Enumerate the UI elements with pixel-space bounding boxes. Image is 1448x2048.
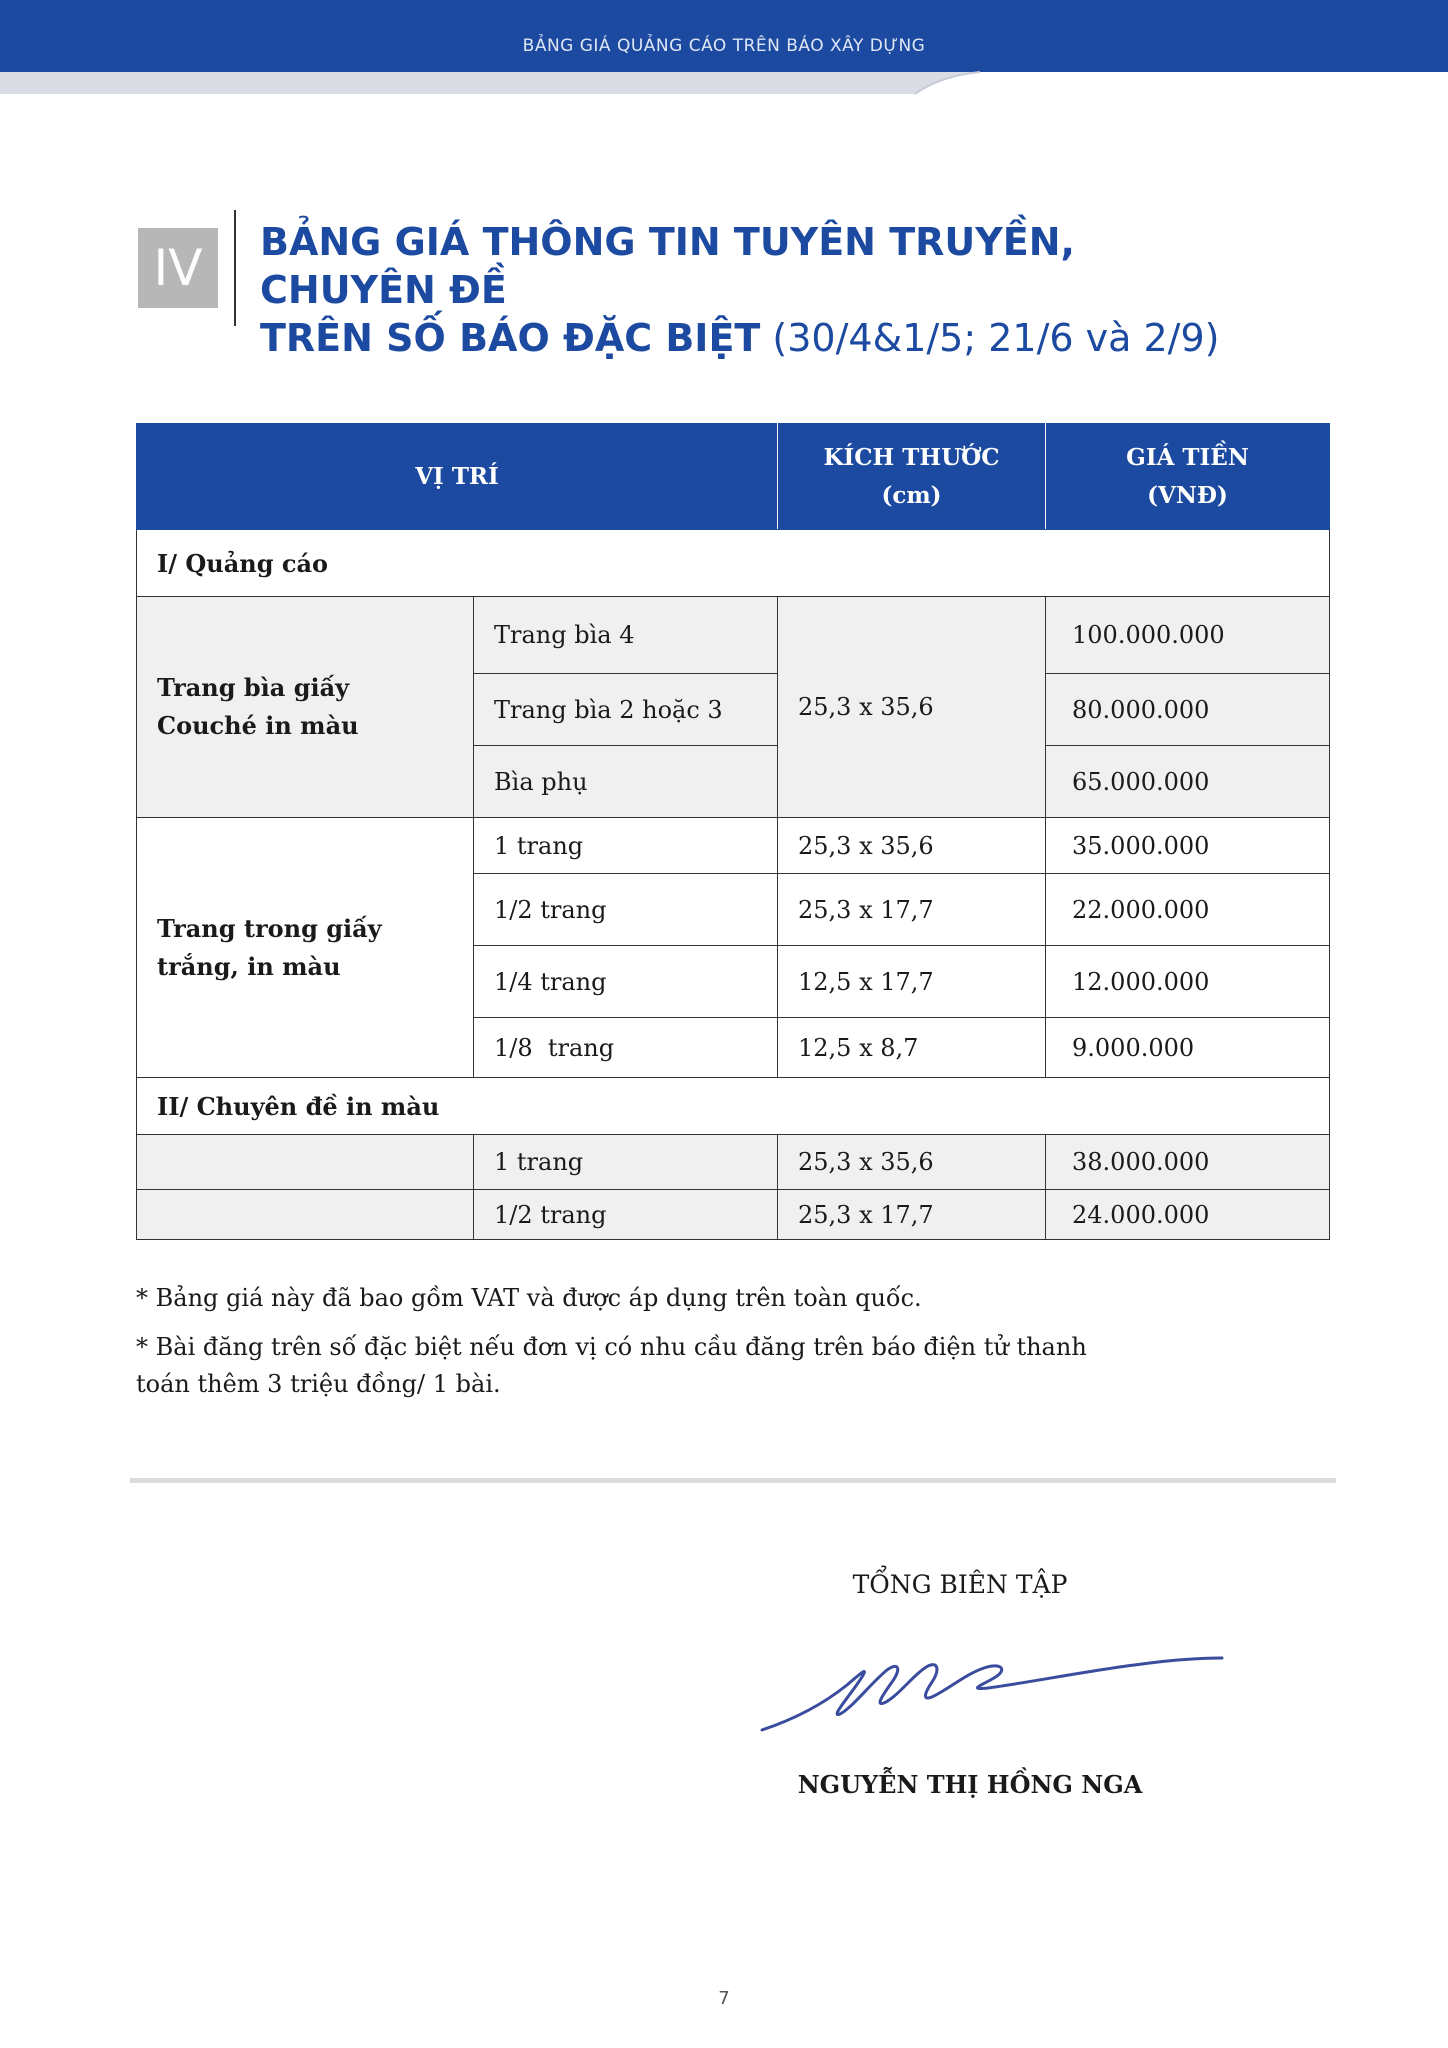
- table-cell-price: 24.000.000: [1046, 1190, 1330, 1240]
- price-table: [136, 423, 1330, 1240]
- table-cell-name: Trang bìa 4: [474, 597, 778, 674]
- handwritten-signature: [752, 1630, 1232, 1750]
- section-title: [260, 218, 1260, 362]
- header-size-text: KÍCH THƯỚC (cm): [823, 443, 1000, 509]
- signature-name: NGUYỄN THỊ HỒNG NGA: [797, 1770, 1143, 1799]
- header-price: [1046, 424, 1330, 530]
- header-price-text: GIÁ TIỀN (VNĐ): [1126, 443, 1249, 509]
- table-cell-price: 12.000.000: [1046, 946, 1330, 1018]
- page-number: 7: [718, 1988, 730, 2009]
- table-cell-size: 25,3 x 35,6: [778, 597, 1046, 818]
- table-cell-price: 9.000.000: [1046, 1018, 1330, 1078]
- table-cell-price: 22.000.000: [1046, 874, 1330, 946]
- row-label-cover: Trang bìa giấy Couché in màu: [137, 597, 474, 818]
- table-cell-name: Bìa phụ: [474, 746, 778, 818]
- section-title-line2-dates: (30/4&1/5; 21/6 và 2/9): [760, 316, 1220, 360]
- section-divider-line: [234, 210, 236, 326]
- table-cell-price: 35.000.000: [1046, 818, 1330, 874]
- table-cell-name: 1/2 trang: [474, 874, 778, 946]
- footer-divider: [130, 1478, 1336, 1483]
- header-swoosh: [0, 60, 1448, 110]
- table-cell-size: 25,3 x 35,6: [778, 818, 1046, 874]
- note-vat: * Bảng giá này đã bao gồm VAT và được áp dụng trên toàn quốc.: [136, 1284, 922, 1312]
- table-cell-name: 1/2 trang: [474, 1190, 778, 1240]
- table-cell-size: 12,5 x 17,7: [778, 946, 1046, 1018]
- table-cell-name: 1/4 trang: [474, 946, 778, 1018]
- group-label-feature: II/ Chuyên đề in màu: [137, 1078, 1330, 1135]
- table-cell-name: 1 trang: [474, 818, 778, 874]
- header-position: VỊ TRÍ: [137, 424, 778, 530]
- notes: [136, 1280, 1236, 1415]
- table-cell-empty: [137, 1135, 474, 1190]
- table-cell-size: 25,3 x 17,7: [778, 1190, 1046, 1240]
- signature-title: TỔNG BIÊN TẬP: [852, 1570, 1068, 1599]
- header-size: [778, 424, 1046, 530]
- header-title: BẢNG GIÁ QUẢNG CÁO TRÊN BÁO XÂY DỰNG: [522, 36, 926, 56]
- table-cell-name: 1/8 trang: [474, 1018, 778, 1078]
- section-number-badge: IV: [138, 228, 218, 308]
- note-online: * Bài đăng trên số đặc biệt nếu đơn vị có nhu cầu đăng trên báo điện tử thanh toán thêm 3 triệu đồng/ 1 bài.: [136, 1333, 1087, 1398]
- table-cell-price: 38.000.000: [1046, 1135, 1330, 1190]
- group-label-advertising: I/ Quảng cáo: [137, 530, 1330, 597]
- row-label-inner: Trang trong giấy trắng, in màu: [137, 818, 474, 1078]
- table-cell-price: 80.000.000: [1046, 674, 1330, 746]
- table-cell-size: 25,3 x 35,6: [778, 1135, 1046, 1190]
- table-cell-size: 12,5 x 8,7: [778, 1018, 1046, 1078]
- table-cell-size: 25,3 x 17,7: [778, 874, 1046, 946]
- table-cell-name: 1 trang: [474, 1135, 778, 1190]
- section-title-line2-bold: TRÊN SỐ BÁO ĐẶC BIỆT: [260, 316, 761, 360]
- table-cell-name: Trang bìa 2 hoặc 3: [474, 674, 778, 746]
- section-title-line1: BẢNG GIÁ THÔNG TIN TUYÊN TRUYỀN, CHUYÊN ĐỀ: [260, 220, 1075, 312]
- table-cell-price: 65.000.000: [1046, 746, 1330, 818]
- table-cell-empty: [137, 1190, 474, 1240]
- table-cell-price: 100.000.000: [1046, 597, 1330, 674]
